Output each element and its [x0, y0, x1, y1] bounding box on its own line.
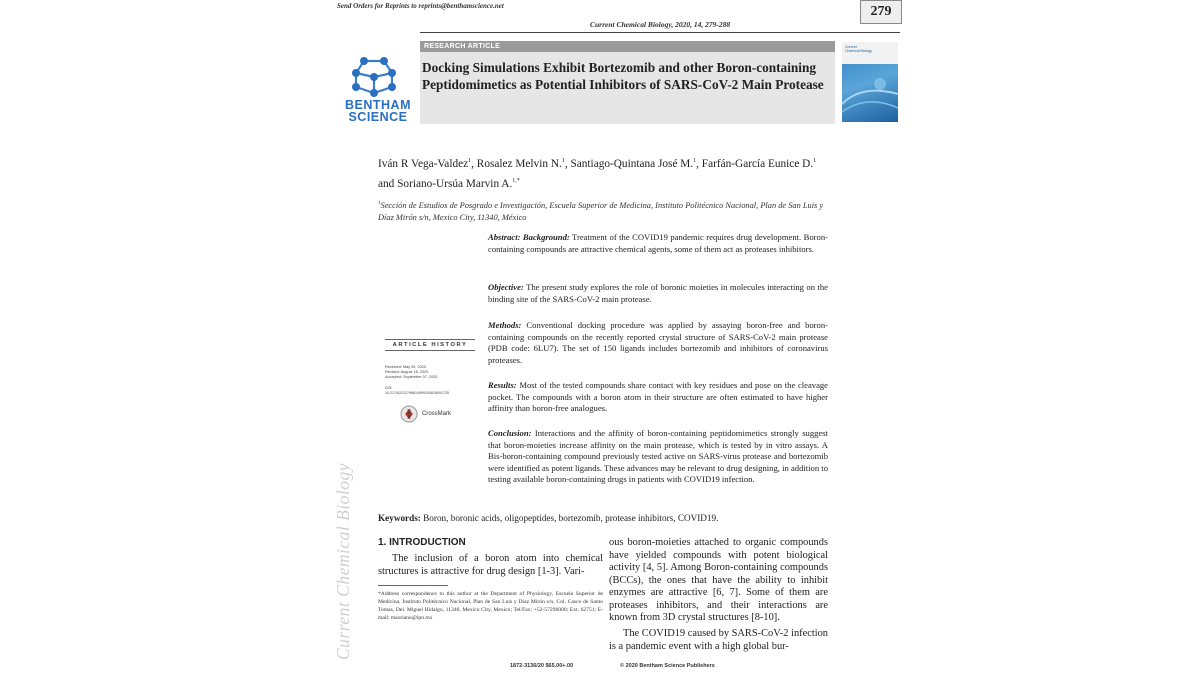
results-text: Most of the tested compounds share contact with key residues and pose on the cleavage pocket. The compounds with a boron atom in their structure are often estimated to have higher affinity than boron-free analogues.: [488, 380, 828, 413]
article-title: Docking Simulations Exhibit Bortezomib and other Boron-containing Peptidomimetics as Potential Inhibitors of SARS-CoV-2 Main Protease: [422, 60, 824, 92]
copyright-line: © 2020 Bentham Science Publishers: [620, 663, 715, 669]
article-type-band: [420, 41, 835, 52]
issn-line: 1872-3136/20 $65.00+.00: [510, 663, 574, 669]
author-5-sup: 1,*: [512, 177, 520, 184]
conclusion-label: Conclusion:: [488, 428, 532, 438]
journal-sidebar-watermark: Current Chemical Biology: [333, 462, 353, 660]
background-text: Treatment of the COVID19 pandemic requires drug development. Boron- containing compounds are attractive chemical agents, some of them act as proteases inhibitors.: [488, 232, 828, 254]
methods-text: Conventional docking procedure was applied by assaying boron-free and boron-containing compounds on the recently reported crystal structure of SARS-CoV-2 main protease (PDB code: 6LU7). The set of 150 ligands includes bortezomib and inhibitors of coronavirus proteases.: [488, 320, 828, 365]
author-2-sup: 1: [561, 158, 565, 164]
doi-label: DOI:: [385, 386, 393, 390]
author-3-sup: 1: [693, 158, 697, 164]
received-date: Received: May 30, 2020: [385, 365, 426, 369]
methods-label: Methods:: [488, 320, 522, 330]
page-number: 279: [860, 0, 902, 24]
journal-cover-header: [842, 42, 898, 64]
objective-text: The present study explores the role of boronic moieties in molecules interacting on the binding site of the SARS-CoV-2 main protease.: [488, 282, 828, 304]
author-4: , Farfán-García Eunice D.: [696, 157, 814, 170]
article-type-label: RESEARCH ARTICLE: [424, 43, 501, 50]
publisher-logo-text: BENTHAM SCIENCE: [345, 98, 411, 124]
reprints-note: Send Orders for Reprints to reprints@benthamscience.net: [337, 2, 504, 10]
intro-paragraph-col1: The inclusion of a boron atom into chemical structures is attractive for drug design [1-3]. Vari-: [378, 553, 603, 577]
author-1: Iván R Vega-Valdez: [378, 157, 469, 170]
author-1-sup: 1: [468, 158, 472, 164]
author-2: , Rosalez Melvin N.: [471, 157, 562, 170]
keywords-text: Boron, boronic acids, oligopeptides, bortezomib, protease inhibitors, COVID19.: [420, 513, 719, 523]
header-divider: [420, 32, 900, 33]
author-3: , Santiago-Quintana José M.: [564, 157, 694, 170]
abstract-objective: [488, 282, 828, 305]
cover-line1: Current: [845, 45, 857, 49]
abstract-background: [488, 232, 828, 255]
results-label: Results:: [488, 380, 517, 390]
author-4-sup: 1: [813, 158, 817, 164]
affiliation-sup: 1: [378, 201, 381, 206]
author-5: and Soriano-Ursúa Marvin A.: [378, 177, 513, 190]
background-label: Abstract: Background:: [488, 232, 570, 242]
introduction-heading: 1. INTRODUCTION: [378, 537, 466, 548]
abstract-methods: [488, 320, 828, 366]
crossmark-icon[interactable]: [400, 405, 418, 423]
objective-label: Objective:: [488, 282, 524, 292]
conclusion-text: Interactions and the affinity of boron-containing peptidomimetics strongly suggest that boron-moieties increase affinity on the main protease, which is tested by in vitro assays. A Bis-boron-containing compound previously tested active on SARS-virus protease and bortezomib were identified as potent ligands. These advances may be relevant to drug designing, in addition to testing available boron-containing drugs in patients with COVID19 infection.: [488, 428, 828, 484]
affiliation: [378, 198, 828, 224]
doi-link[interactable]: 10.2174/2212796814999200818091735: [385, 391, 449, 395]
article-history: [385, 339, 475, 396]
cover-art-icon: [842, 64, 898, 122]
abstract-results: [488, 380, 828, 415]
author-list: [378, 153, 828, 193]
intro-paragraph-col2b: The COVID19 caused by SARS-CoV-2 infection is a pandemic event with a high global bur-: [609, 628, 828, 652]
correspondence-footnote: *Address correspondence to this author at the Department of Physiology, Escuela Superior de Medicina, Instituto Politécnico Nacional, Plan de San Luis y Díaz Mirón s/n, Col. Casco de Santo Tomas, Del. Miguel Hidalgo, 11340, Mexico City, Mexico; Tel/Fax: +52-57296000; Ext. 62751; E-mail: msoriano@ipn.mx: [378, 591, 603, 621]
crossmark-label[interactable]: CrossMark: [422, 411, 452, 417]
abstract-conclusion: [488, 428, 828, 486]
footnote-divider: [378, 585, 448, 586]
accepted-date: Accepted: September 07, 2020: [385, 375, 438, 379]
keywords-label: Keywords:: [378, 513, 421, 523]
intro-paragraph-col2: ous boron-moieties attached to organic compounds have yielded compounds with potent biological activity [4, 5]. Among Boron-containing compounds (BCCs), the ones that have the ability to inhibit enzymes are attractive [6, 7]. Some of them are proteases inhibitors, and their interactions are known from 3D crystal structures [8-10].: [609, 537, 828, 623]
article-history-heading: ARTICLE HISTORY: [392, 342, 468, 348]
keywords: [378, 513, 838, 523]
journal-citation: Current Chemical Biology, 2020, 14, 279-288: [590, 20, 731, 29]
cover-line2: Chemical Biology: [845, 49, 873, 53]
bentham-molecule-logo-icon: [350, 55, 398, 97]
affiliation-text: Sección de Estudios de Posgrado e Investigación, Escuela Superior de Medicina, Instituto Politécnico Nacional, Plan de San Luis y Díaz Mirón s/n, Mexico City, 11340, México: [378, 200, 824, 222]
revised-date: Revised: August 18, 2020: [385, 370, 429, 374]
